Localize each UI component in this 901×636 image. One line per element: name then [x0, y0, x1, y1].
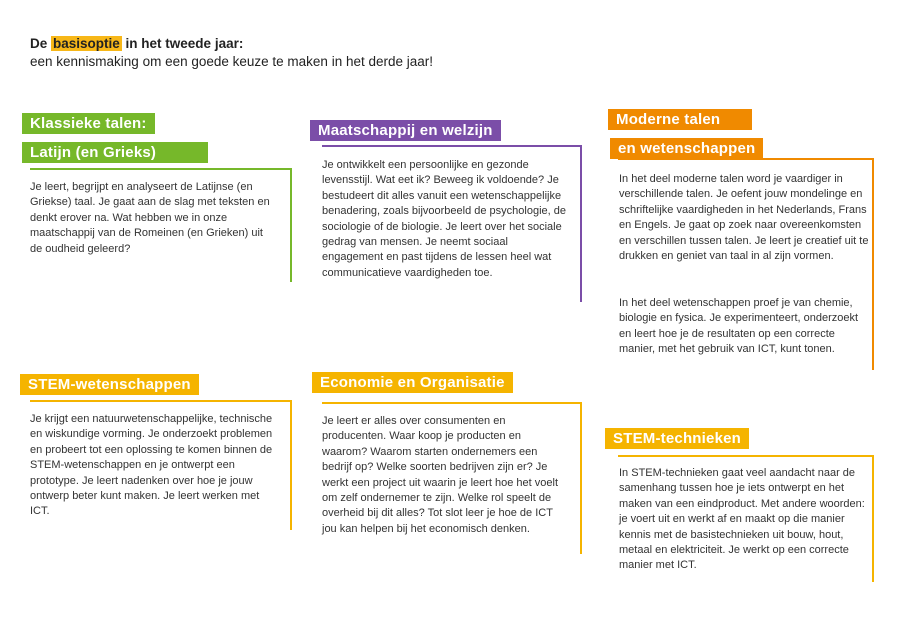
card-text: Je ontwikkelt een persoonlijke en gezonde levensstijl. Wat eet ik? Beweeg ik voldoende? Je bestudeert dit alles vanuit een wetenschappelijke benadering, zoals bijvoorbeeld de psychologie, de sociologie of de biologie. Je leert over het sociale gedrag van mensen. Je neemt sociaal engagement en past tijdens de lessen heel wat communicatieve vaardigheden toe. [322, 159, 567, 279]
card-title: Economie en Organisatie [312, 372, 513, 393]
card-text: Je leert, begrijpt en analyseert de Latijnse (en Griekse) taal. Je gaat aan de slag met teksten en denkt erover na. Wat hebben we in onze maatschappij van de Romeinen (en Grieken) uit de oudheid geleerd? [30, 181, 270, 255]
card-title-line2: Latijn (en Grieks) [22, 142, 208, 163]
intro-heading [30, 35, 433, 53]
card-text-2: In het deel wetenschappen proef je van chemie, biologie en fysica. Je experimenteert, onderzoekt en leert hoe je de resultaten op een correcte manier, met het gebruik van ICT, kunt tonen. [619, 297, 859, 356]
card-text: Je krijgt een natuurwetenschappelijke, technische en wiskundige vorming. Je onderzoekt problemen en probeert tot een oplossing te komen binnen de STEM-wetenschappen en je ontwerpt een prototype. Je leert nadenken over hoe je jouw ontwerp beter kunt maken. Je leert werken met ICT. [30, 413, 273, 518]
card-title: Moderne talen [608, 109, 752, 130]
intro-suffix: in het tweede jaar: [121, 36, 244, 51]
card-text: In STEM-technieken gaat veel aandacht naar de samenhang tussen hoe je iets ontwerpt en het maken van een eindproduct. Met andere woorden: je voert uit en werkt af en maakt op die manier kennis met de basistechnieken uit bouw, hout, metaal en elektriciteit. Je werkt op een correcte manier met ICT. [619, 467, 865, 572]
card-title: STEM-wetenschappen [20, 374, 199, 395]
intro [30, 35, 433, 71]
intro-highlight: basisoptie [53, 36, 120, 51]
intro-prefix: De [30, 36, 52, 51]
card-title: Klassieke talen: [22, 113, 155, 134]
intro-subheading: een kennismaking om een goede keuze te maken in het derde jaar! [30, 54, 434, 69]
card-title-line2: en wetenschappen [610, 138, 763, 159]
card-title: Maatschappij en welzijn [310, 120, 501, 141]
card-text: In het deel moderne talen word je vaardiger in verschillende talen. Je oefent jouw mondelinge en schriftelijke vaardigheden in het Nederlands, Frans en Engels. Je gaat op zoek naar overeenkomsten en verschillen tussen talen. Je leert je creatief uit te drukken en geniet van taal in al zijn vormen. [619, 173, 869, 263]
card-title: STEM-technieken [605, 428, 749, 449]
card-text: Je leert er alles over consumenten en producenten. Waar koop je producten en waarom? Waarom starten ondernemers een bedrijf op? Welke soorten bedrijven zijn er? Je werkt een project uit waarin je leert hoe het voelt om zelf ondernemer te zijn. Welke rol speelt de overheid bij dit alles? Tot slot leer je hoe de ICT jou kan helpen bij het economisch denken. [322, 415, 559, 535]
